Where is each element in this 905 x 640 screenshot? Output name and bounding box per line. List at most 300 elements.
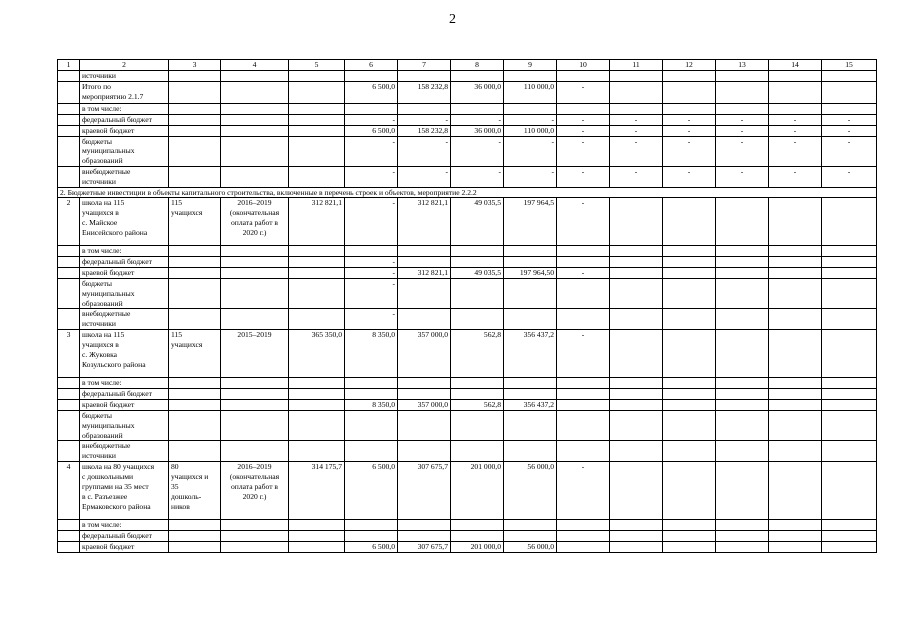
table-cell bbox=[663, 378, 716, 389]
table-cell bbox=[221, 114, 289, 125]
table-row bbox=[58, 82, 877, 104]
table-cell bbox=[716, 82, 769, 104]
table-cell bbox=[610, 246, 663, 257]
table-cell bbox=[822, 410, 877, 440]
table-cell bbox=[169, 278, 221, 308]
table-cell bbox=[58, 136, 80, 166]
table-cell bbox=[398, 389, 451, 400]
table-cell bbox=[822, 257, 877, 268]
table-cell bbox=[289, 410, 345, 440]
table-cell bbox=[557, 71, 610, 82]
table-cell bbox=[716, 257, 769, 268]
page-number: 2 bbox=[449, 12, 456, 27]
table-cell bbox=[58, 114, 80, 125]
column-number-cell: 6 bbox=[345, 60, 398, 71]
column-number-cell: 2 bbox=[80, 60, 169, 71]
table-cell bbox=[345, 71, 398, 82]
table-cell bbox=[398, 278, 451, 308]
table-cell bbox=[169, 114, 221, 125]
table-cell bbox=[663, 309, 716, 330]
table-row bbox=[58, 309, 877, 330]
table-cell bbox=[451, 309, 504, 330]
table-cell bbox=[663, 71, 716, 82]
table-cell bbox=[398, 257, 451, 268]
table-cell bbox=[345, 531, 398, 542]
table-cell: 115 учащихся bbox=[169, 330, 221, 378]
table-cell: 197 964,50 bbox=[504, 267, 557, 278]
table-row bbox=[58, 198, 877, 246]
table-cell: федеральный бюджет bbox=[80, 257, 169, 268]
table-cell: 6 500,0 bbox=[345, 541, 398, 552]
table-cell: 312 821,1 bbox=[398, 198, 451, 246]
table-cell: - bbox=[345, 198, 398, 246]
table-cell bbox=[221, 82, 289, 104]
table-cell bbox=[769, 399, 822, 410]
table-cell bbox=[398, 441, 451, 462]
column-number-cell: 9 bbox=[504, 60, 557, 71]
table-cell bbox=[58, 82, 80, 104]
table-row bbox=[58, 330, 877, 378]
table-cell bbox=[769, 441, 822, 462]
table-cell bbox=[610, 410, 663, 440]
table-cell bbox=[289, 104, 345, 115]
table-cell bbox=[169, 378, 221, 389]
table-cell bbox=[557, 531, 610, 542]
table-cell bbox=[169, 104, 221, 115]
table-cell bbox=[169, 410, 221, 440]
table-cell: 201 000,0 bbox=[451, 541, 504, 552]
table-cell bbox=[663, 541, 716, 552]
table-cell bbox=[716, 410, 769, 440]
column-number-cell: 12 bbox=[663, 60, 716, 71]
table-cell bbox=[169, 125, 221, 136]
table-cell: 6 500,0 bbox=[345, 82, 398, 104]
table-cell bbox=[451, 278, 504, 308]
table-cell bbox=[289, 399, 345, 410]
table-cell bbox=[663, 330, 716, 378]
table-cell bbox=[58, 441, 80, 462]
table-cell: - bbox=[557, 330, 610, 378]
table-cell: - bbox=[610, 114, 663, 125]
table-cell: 36 000,0 bbox=[451, 125, 504, 136]
table-cell bbox=[822, 278, 877, 308]
table-row bbox=[58, 136, 877, 166]
table-cell bbox=[663, 267, 716, 278]
table-cell bbox=[769, 309, 822, 330]
table-cell bbox=[663, 462, 716, 520]
column-number-cell: 1 bbox=[58, 60, 80, 71]
table-cell bbox=[58, 257, 80, 268]
column-number-row bbox=[58, 60, 877, 71]
table-cell: источники bbox=[80, 71, 169, 82]
table-cell: 80 учащихся и 35 дошколь- ников bbox=[169, 462, 221, 520]
table-cell: федеральный бюджет bbox=[80, 114, 169, 125]
table-row bbox=[58, 399, 877, 410]
table-cell: в том числе: bbox=[80, 104, 169, 115]
table-cell bbox=[289, 125, 345, 136]
table-cell bbox=[769, 410, 822, 440]
table-cell: - bbox=[398, 114, 451, 125]
table-cell: 2016–2019 (окончательная оплата работ в 2020 г.) bbox=[221, 198, 289, 246]
table-cell bbox=[289, 309, 345, 330]
table-cell bbox=[58, 378, 80, 389]
table-cell bbox=[769, 520, 822, 531]
table-cell bbox=[557, 257, 610, 268]
table-cell bbox=[289, 278, 345, 308]
table-cell bbox=[451, 531, 504, 542]
table-cell bbox=[557, 278, 610, 308]
table-cell bbox=[221, 378, 289, 389]
table-cell bbox=[822, 198, 877, 246]
table-cell bbox=[169, 267, 221, 278]
table-cell: - bbox=[451, 166, 504, 187]
table-cell bbox=[716, 330, 769, 378]
table-cell bbox=[663, 399, 716, 410]
table-row bbox=[58, 531, 877, 542]
table-cell bbox=[663, 531, 716, 542]
table-cell bbox=[822, 309, 877, 330]
table-cell bbox=[221, 136, 289, 166]
table-cell: 6 500,0 bbox=[345, 125, 398, 136]
table-cell bbox=[716, 198, 769, 246]
table-cell: федеральный бюджет bbox=[80, 531, 169, 542]
table-cell bbox=[716, 531, 769, 542]
table-cell: - bbox=[504, 166, 557, 187]
table-cell bbox=[169, 441, 221, 462]
table-cell: - bbox=[345, 136, 398, 166]
table-cell bbox=[58, 389, 80, 400]
column-number-cell: 4 bbox=[221, 60, 289, 71]
table-cell: 6 500,0 bbox=[345, 462, 398, 520]
table-row bbox=[58, 389, 877, 400]
table-cell: 201 000,0 bbox=[451, 462, 504, 520]
table-cell bbox=[610, 278, 663, 308]
table-cell bbox=[504, 246, 557, 257]
table-cell bbox=[221, 389, 289, 400]
table-cell: - bbox=[663, 166, 716, 187]
column-number-cell: 8 bbox=[451, 60, 504, 71]
table-cell bbox=[451, 389, 504, 400]
table-cell: - bbox=[610, 136, 663, 166]
table-cell bbox=[716, 71, 769, 82]
table-cell: - bbox=[398, 136, 451, 166]
table-cell bbox=[557, 441, 610, 462]
table-cell bbox=[610, 309, 663, 330]
table-cell: - bbox=[451, 114, 504, 125]
table-cell: краевой бюджет bbox=[80, 125, 169, 136]
table-cell bbox=[822, 399, 877, 410]
table-cell: - bbox=[716, 114, 769, 125]
table-cell bbox=[663, 278, 716, 308]
table-cell bbox=[345, 378, 398, 389]
table-cell: 365 350,0 bbox=[289, 330, 345, 378]
table-cell: 2015–2019 bbox=[221, 330, 289, 378]
table-cell bbox=[822, 531, 877, 542]
table-cell bbox=[451, 257, 504, 268]
table-cell bbox=[610, 541, 663, 552]
table-cell bbox=[221, 520, 289, 531]
table-cell bbox=[769, 330, 822, 378]
table-cell: - bbox=[769, 114, 822, 125]
table-cell: бюджеты муниципальных образований bbox=[80, 136, 169, 166]
table-cell bbox=[610, 82, 663, 104]
table-cell: в том числе: bbox=[80, 378, 169, 389]
table-cell bbox=[504, 309, 557, 330]
table-cell: - bbox=[663, 114, 716, 125]
table-cell bbox=[289, 267, 345, 278]
table-cell: - bbox=[557, 267, 610, 278]
table-cell bbox=[610, 257, 663, 268]
table-cell bbox=[58, 71, 80, 82]
table-cell bbox=[398, 309, 451, 330]
table-cell bbox=[289, 257, 345, 268]
table-cell bbox=[822, 389, 877, 400]
table-cell: - bbox=[398, 166, 451, 187]
table-cell bbox=[663, 441, 716, 462]
table-cell bbox=[769, 267, 822, 278]
table-cell bbox=[58, 309, 80, 330]
table-cell: в том числе: bbox=[80, 520, 169, 531]
table-row bbox=[58, 541, 877, 552]
table-cell bbox=[58, 410, 80, 440]
table-cell bbox=[716, 541, 769, 552]
column-number-cell: 11 bbox=[610, 60, 663, 71]
table-cell bbox=[557, 246, 610, 257]
table-cell: 356 437,2 bbox=[504, 330, 557, 378]
table-cell bbox=[451, 520, 504, 531]
table-cell: 110 000,0 bbox=[504, 125, 557, 136]
table-cell bbox=[221, 399, 289, 410]
table-cell bbox=[610, 267, 663, 278]
table-cell bbox=[58, 541, 80, 552]
table-cell bbox=[58, 166, 80, 187]
table-cell bbox=[169, 136, 221, 166]
table-cell: краевой бюджет bbox=[80, 267, 169, 278]
table-cell bbox=[610, 330, 663, 378]
table-cell bbox=[169, 389, 221, 400]
table-cell bbox=[716, 399, 769, 410]
table-cell bbox=[289, 520, 345, 531]
table-cell: 357 000,0 bbox=[398, 330, 451, 378]
table-cell bbox=[58, 399, 80, 410]
table-cell bbox=[610, 462, 663, 520]
table-cell: 3 bbox=[58, 330, 80, 378]
table-cell bbox=[58, 246, 80, 257]
table-cell bbox=[504, 531, 557, 542]
table-cell bbox=[663, 104, 716, 115]
table-cell bbox=[716, 378, 769, 389]
table-cell bbox=[58, 104, 80, 115]
table-cell bbox=[289, 541, 345, 552]
table-row bbox=[58, 378, 877, 389]
table-cell: - bbox=[663, 125, 716, 136]
column-number-cell: 7 bbox=[398, 60, 451, 71]
table-cell: - bbox=[557, 82, 610, 104]
table-cell: 56 000,0 bbox=[504, 541, 557, 552]
table-cell bbox=[345, 246, 398, 257]
table-cell bbox=[769, 462, 822, 520]
table-cell: 158 232,8 bbox=[398, 125, 451, 136]
table-cell bbox=[58, 267, 80, 278]
table-cell: краевой бюджет bbox=[80, 541, 169, 552]
table-cell bbox=[769, 71, 822, 82]
table-cell bbox=[451, 71, 504, 82]
table-cell: 49 035,5 bbox=[451, 267, 504, 278]
table-cell bbox=[610, 531, 663, 542]
table-cell: - bbox=[822, 125, 877, 136]
table-cell bbox=[716, 462, 769, 520]
table-cell bbox=[504, 410, 557, 440]
table-cell bbox=[169, 71, 221, 82]
table-cell: - bbox=[504, 114, 557, 125]
table-cell bbox=[345, 410, 398, 440]
table-cell: - bbox=[557, 166, 610, 187]
table-cell: - bbox=[557, 125, 610, 136]
table-cell bbox=[769, 541, 822, 552]
table-cell bbox=[221, 166, 289, 187]
table-cell bbox=[451, 246, 504, 257]
table-cell bbox=[169, 166, 221, 187]
table-cell bbox=[289, 114, 345, 125]
table-cell bbox=[398, 410, 451, 440]
table-cell bbox=[504, 378, 557, 389]
table-cell bbox=[221, 541, 289, 552]
table-cell bbox=[769, 257, 822, 268]
table-cell bbox=[58, 531, 80, 542]
table-cell: - bbox=[345, 114, 398, 125]
table-cell bbox=[221, 267, 289, 278]
table-cell bbox=[451, 378, 504, 389]
table-cell: внебюджетные источники bbox=[80, 309, 169, 330]
table-cell: - bbox=[345, 267, 398, 278]
table-cell bbox=[451, 441, 504, 462]
table-cell: - bbox=[504, 136, 557, 166]
table-cell: краевой бюджет bbox=[80, 399, 169, 410]
table-cell: - bbox=[345, 278, 398, 308]
table-cell bbox=[504, 257, 557, 268]
table-cell bbox=[398, 378, 451, 389]
column-number-cell: 15 bbox=[822, 60, 877, 71]
table-cell bbox=[610, 378, 663, 389]
table-cell bbox=[451, 104, 504, 115]
table-cell bbox=[504, 389, 557, 400]
table-cell bbox=[557, 399, 610, 410]
table-cell: внебюджетные источники bbox=[80, 166, 169, 187]
table-cell: 56 000,0 bbox=[504, 462, 557, 520]
table-cell bbox=[663, 246, 716, 257]
table-cell bbox=[169, 246, 221, 257]
table-cell: - bbox=[769, 125, 822, 136]
table-cell bbox=[58, 278, 80, 308]
table-cell: - bbox=[557, 198, 610, 246]
table-cell bbox=[504, 278, 557, 308]
section-heading: 2. Бюджетные инвестиции в объекты капитального строительства, включенные в перечень строек и объектов, мероприятие 2.2.2 bbox=[58, 187, 877, 198]
table-cell bbox=[221, 104, 289, 115]
table-cell bbox=[822, 104, 877, 115]
table-cell bbox=[398, 104, 451, 115]
table-cell bbox=[398, 71, 451, 82]
table-cell: федеральный бюджет bbox=[80, 389, 169, 400]
table-cell: - bbox=[345, 257, 398, 268]
table-cell bbox=[289, 246, 345, 257]
table-cell bbox=[169, 531, 221, 542]
table-cell bbox=[557, 309, 610, 330]
table-cell: - bbox=[610, 166, 663, 187]
table-cell bbox=[58, 520, 80, 531]
table-cell bbox=[169, 309, 221, 330]
table-cell: бюджеты муниципальных образований bbox=[80, 278, 169, 308]
table-cell bbox=[221, 309, 289, 330]
table-cell bbox=[221, 71, 289, 82]
budget-table bbox=[57, 59, 877, 553]
table-cell bbox=[557, 410, 610, 440]
table-cell bbox=[169, 541, 221, 552]
table-cell bbox=[769, 104, 822, 115]
table-cell: Итого по мероприятию 2.1.7 bbox=[80, 82, 169, 104]
table-cell bbox=[289, 71, 345, 82]
table-cell bbox=[716, 309, 769, 330]
table-cell bbox=[504, 104, 557, 115]
table-cell bbox=[716, 441, 769, 462]
table-row bbox=[58, 441, 877, 462]
table-cell bbox=[663, 198, 716, 246]
table-row bbox=[58, 410, 877, 440]
column-number-cell: 13 bbox=[716, 60, 769, 71]
table-cell: внебюджетные источники bbox=[80, 441, 169, 462]
table-row bbox=[58, 104, 877, 115]
table-cell bbox=[221, 246, 289, 257]
table-cell: - bbox=[345, 309, 398, 330]
column-number-cell: 14 bbox=[769, 60, 822, 71]
section-heading-row bbox=[58, 187, 877, 198]
table-cell bbox=[610, 389, 663, 400]
table-cell bbox=[663, 389, 716, 400]
table-cell: - bbox=[610, 125, 663, 136]
table-cell bbox=[221, 531, 289, 542]
table-cell: 49 035,5 bbox=[451, 198, 504, 246]
table-cell bbox=[716, 389, 769, 400]
table-cell bbox=[345, 104, 398, 115]
table-row bbox=[58, 246, 877, 257]
table-cell: 562,8 bbox=[451, 330, 504, 378]
table-cell bbox=[663, 410, 716, 440]
table-cell bbox=[822, 330, 877, 378]
table-cell bbox=[398, 246, 451, 257]
table-cell bbox=[289, 136, 345, 166]
table-row bbox=[58, 125, 877, 136]
table-cell bbox=[663, 82, 716, 104]
table-row bbox=[58, 267, 877, 278]
table-cell: - bbox=[822, 114, 877, 125]
table-cell bbox=[557, 104, 610, 115]
table-cell bbox=[289, 166, 345, 187]
table-cell: школа на 115 учащихся в с. Жуковка Козульского района bbox=[80, 330, 169, 378]
table-cell: 36 000,0 bbox=[451, 82, 504, 104]
table-cell: 312 821,1 bbox=[398, 267, 451, 278]
table-cell bbox=[610, 520, 663, 531]
table-cell bbox=[716, 104, 769, 115]
table-cell bbox=[221, 441, 289, 462]
table-cell bbox=[169, 520, 221, 531]
table-cell bbox=[398, 520, 451, 531]
table-cell bbox=[58, 125, 80, 136]
column-number-cell: 5 bbox=[289, 60, 345, 71]
table-cell bbox=[345, 441, 398, 462]
table-cell: 2 bbox=[58, 198, 80, 246]
table-cell bbox=[822, 520, 877, 531]
table-cell: - bbox=[769, 136, 822, 166]
table-cell: в том числе: bbox=[80, 246, 169, 257]
